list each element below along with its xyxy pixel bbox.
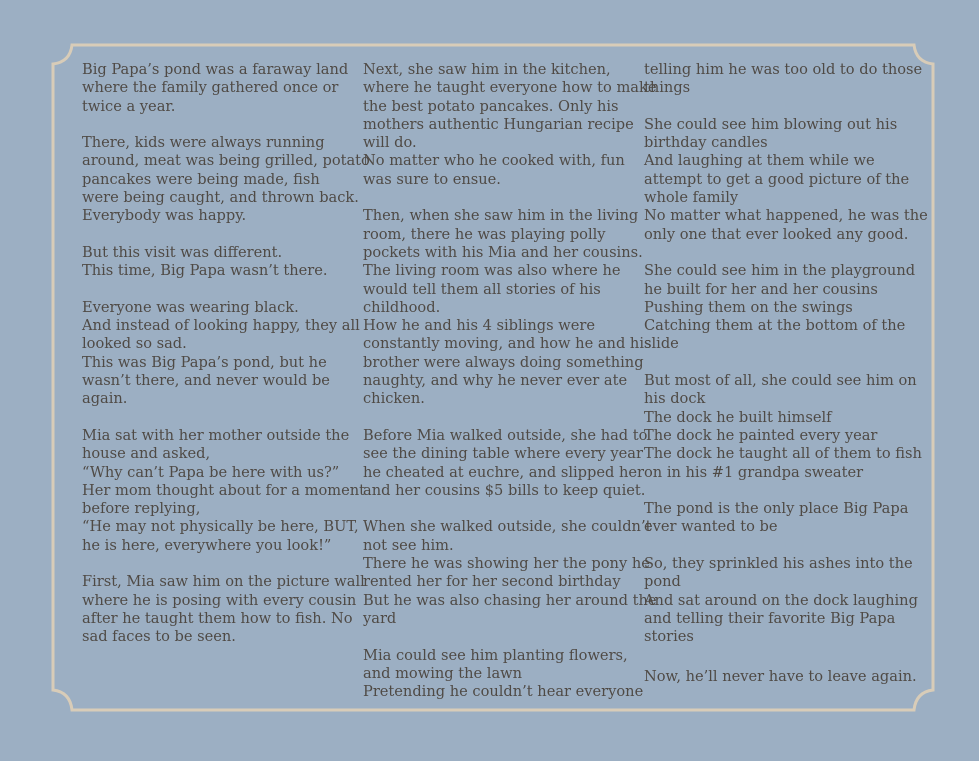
text-line: This was Big Papa’s pond, but he (82, 353, 327, 371)
text-line: But most of all, she could see him on (644, 372, 917, 390)
text-line: chicken. (363, 390, 425, 408)
text-line: There he was showing her the pony he (363, 555, 650, 573)
text-line: again. (82, 390, 128, 408)
text-line: would tell them all stories of his (363, 280, 601, 298)
text-line: Then, when she saw him in the living (363, 207, 639, 225)
text-line: First, Mia saw him on the picture wall (82, 573, 365, 591)
text-line: slide (644, 335, 679, 353)
text-line: No matter who he cooked with, fun (363, 152, 625, 170)
text-line: house and asked, (82, 445, 211, 463)
paragraph (644, 372, 922, 482)
story-column-1 (82, 61, 370, 647)
text-line: brother were always doing something (363, 353, 644, 371)
text-line: Her mom thought about for a moment (82, 481, 366, 499)
text-line: see the dining table where every year (363, 445, 643, 463)
text-line: attempt to get a good picture of the (644, 170, 910, 188)
paragraph (363, 61, 657, 189)
text-line: and telling their favorite Big Papa (644, 609, 896, 627)
text-line: where he is posing with every cousin (82, 591, 357, 609)
text-line: on in his #1 grandpa sweater (644, 463, 864, 481)
text-line: The dock he painted every year (644, 426, 878, 444)
text-line: And sat around on the dock laughing (644, 591, 918, 609)
text-line: around, meat was being grilled, potato (82, 152, 370, 170)
text-line: Next, she saw him in the kitchen, (363, 61, 611, 78)
paragraph (363, 518, 657, 628)
text-line: after he taught them how to fish. No (82, 609, 353, 627)
text-line: She could see him blowing out his (644, 115, 898, 133)
paragraph (644, 115, 928, 244)
text-line: Everybody was happy. (82, 207, 247, 225)
text-line: The dock he built himself (644, 408, 832, 426)
text-line: pancakes were being made, fish (82, 170, 320, 188)
paragraph (82, 61, 354, 116)
text-line: before replying, (82, 500, 201, 518)
text-line: birthday candles (644, 134, 768, 152)
text-line: How he and his 4 siblings were (363, 317, 595, 335)
text-line: will do. (363, 134, 417, 152)
paragraph (644, 555, 916, 646)
paragraph (82, 244, 354, 281)
text-line: was sure to ensue. (363, 170, 501, 188)
text-line: things (644, 79, 691, 97)
text-line: wasn’t there, and never would be (82, 372, 330, 390)
text-line: There, kids were always running (82, 134, 325, 152)
closing-line (644, 668, 916, 686)
text-line: But this visit was different. (82, 243, 283, 261)
text-line: and mowing the lawn (363, 664, 523, 682)
story-column-3 (644, 61, 928, 686)
text-line: So, they sprinkled his ashes into the (644, 555, 913, 573)
paragraph (363, 646, 644, 702)
text-line: not see him. (363, 536, 454, 554)
text-line: where the family gathered once or (82, 79, 339, 97)
paragraph (82, 134, 370, 225)
paragraph (644, 262, 916, 353)
text-line: where he taught everyone how to make (363, 79, 657, 97)
text-line: looked so sad. (82, 335, 187, 353)
text-line: And instead of looking happy, they all (82, 317, 360, 335)
text-line: telling him he was too old to do those (644, 61, 923, 78)
text-line: only one that ever looked any good. (644, 225, 909, 243)
text-line: Now, he’ll never have to leave again. (644, 667, 917, 685)
text-line: stories (644, 628, 694, 646)
text-line: Mia sat with her mother outside the (82, 426, 350, 444)
text-line: Pretending he couldn’t hear everyone (363, 683, 644, 701)
text-line: and her cousins $5 bills to keep quiet. (363, 481, 646, 499)
text-line: sad faces to be seen. (82, 628, 236, 646)
text-line: No matter what happened, he was the (644, 207, 928, 225)
text-line: he built for her and her cousins (644, 280, 878, 298)
paragraph (644, 500, 916, 537)
text-line: constantly moving, and how he and his (363, 335, 652, 353)
text-line: But he was also chasing her around the (363, 591, 657, 609)
text-line: twice a year. (82, 97, 176, 115)
text-line: This time, Big Papa wasn’t there. (82, 262, 328, 280)
text-line: ever wanted to be (644, 518, 778, 536)
text-line: room, there he was playing polly (363, 225, 606, 243)
text-line: rented her for her second birthday (363, 573, 621, 591)
text-line: the best potato pancakes. Only his (363, 97, 619, 115)
text-line: pond (644, 573, 681, 591)
text-line: yard (363, 609, 397, 627)
text-line: She could see him in the playground (644, 262, 916, 280)
paragraph (82, 573, 365, 646)
text-line: Everyone was wearing black. (82, 298, 299, 316)
text-line: “Why can’t Papa be here with us?” (82, 463, 340, 481)
text-line: Big Papa’s pond was a faraway land (82, 61, 349, 78)
text-line: pockets with his Mia and her cousins. (363, 243, 643, 261)
text-line: whole family (644, 189, 739, 207)
text-line: Mia could see him planting flowers, (363, 646, 628, 664)
text-line: When she walked outside, she couldn’t (363, 518, 652, 536)
text-line: Catching them at the bottom of the (644, 317, 906, 335)
text-line: naughty, and why he never ever ate (363, 372, 628, 390)
paragraph (644, 61, 923, 98)
text-line: childhood. (363, 298, 441, 316)
text-line: The living room was also where he (363, 262, 621, 280)
text-line: Before Mia walked outside, she had to (363, 426, 648, 444)
text-line: were being caught, and thrown back. (82, 189, 359, 207)
paragraph (82, 426, 366, 555)
text-line: “He may not physically be here, BUT, (82, 518, 359, 536)
paragraph (82, 298, 360, 409)
text-line: his dock (644, 390, 706, 408)
paragraph (363, 426, 648, 500)
text-line: The pond is the only place Big Papa (644, 500, 909, 518)
text-line: The dock he taught all of them to fish (644, 445, 922, 463)
text-line: Pushing them on the swings (644, 298, 853, 316)
text-line: And laughing at them while we (644, 152, 875, 170)
text-line: mothers authentic Hungarian recipe (363, 115, 634, 133)
paragraph (363, 207, 652, 408)
story-column-2 (363, 61, 657, 701)
text-line: he cheated at euchre, and slipped her (363, 463, 644, 481)
text-line: he is here, everywhere you look!” (82, 536, 332, 554)
